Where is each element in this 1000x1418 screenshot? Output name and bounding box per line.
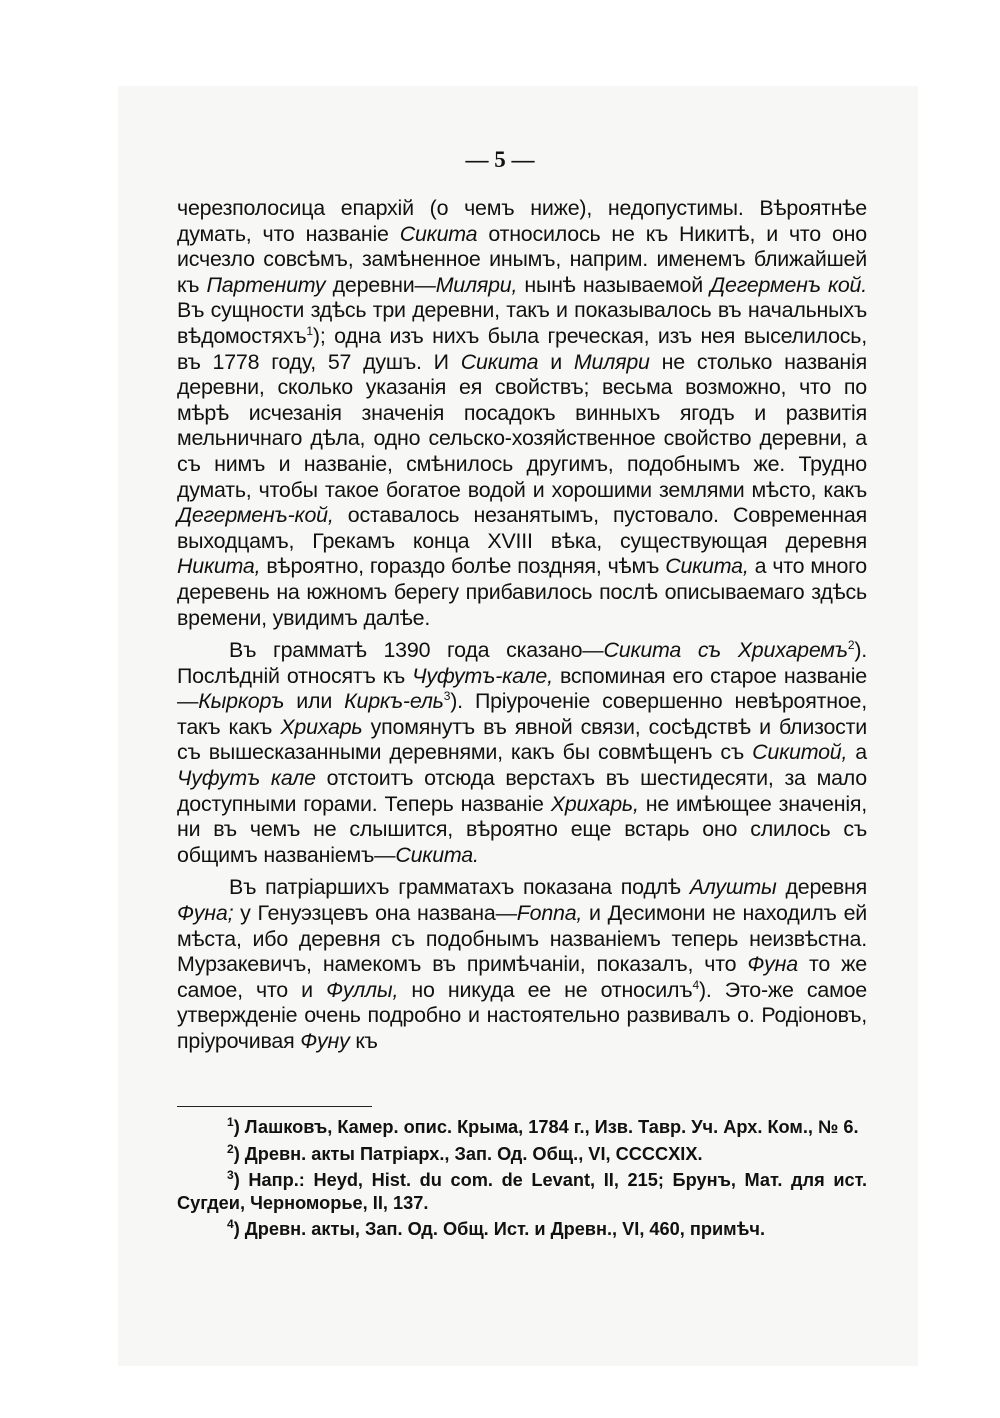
footnote-divider [177,1106,372,1107]
italic-term: Дегерменъ-кой, [177,503,334,528]
paragraph [177,196,867,631]
italic-term: Партениту [206,272,326,297]
paragraph [177,638,867,868]
italic-term: Сикита, [665,554,749,579]
italic-term: Миляри [573,349,650,374]
italic-term: Сикита [460,349,539,374]
text-run: черезполосица епархій (о чемъ ниже), недопустимы. Вѣроятнѣе думать, что названіе [177,196,867,246]
text-run: а [847,740,867,765]
footnote-mark: 4 [227,1217,234,1232]
text-run: деревни— [325,272,436,297]
text-run: отстоитъ отсюда верстахъ въ шестидесяти, за мало доступными горами. Теперь названіе [177,766,867,816]
footnote-ref: 1 [306,323,313,338]
text-run: упомянутъ въ явной связи, сосѣдствѣ и близости съ вышесказанными деревнями, какъ бы совмѣщенъ съ [177,714,867,765]
footnote-ref: 3 [443,689,451,704]
text-run: не столько названія деревни, сколько указанія ея свойствъ; весьма возможно, что по мѣрѣ исчезанія значенія посадокъ винныхъ ягодъ и развитія мельничнаго дѣла, одно сельско-хозяйственное свойство деревни, а съ нимъ и названіе, смѣнилось другимъ, подобнымъ же. Трудно думать, чтобы такое богатое водой и хорошими землями мѣсто, какъ [177,349,867,502]
footnote [177,1169,867,1214]
text-run: у Генуэзцевъ она названа— [233,901,517,926]
text-run: относилось не къ Никитѣ, и что оно исчезло совсѣмъ, замѣненное инымъ, наприм. именемъ ближайшей къ [177,221,867,297]
text-run: деревня [776,875,868,900]
italic-term: Никита, [177,554,261,579]
paragraph [177,875,867,1054]
text-run: Въ грамматѣ 1390 года сказано— [229,638,604,663]
footnote-text: ) Напр.: Heyd, Hist. du com. de Levant, II, 215; Брунъ, Мат. для ист. Сугдеи, Черноморье, II, 137. [177,1170,867,1213]
footnote-text: ) Лашковъ, Камер. опис. Крыма, 1784 г., Изв. Тавр. Уч. Арх. Ком., № 6. [233,1117,859,1137]
footnotes [177,1116,867,1245]
italic-term: Сикита съ Хрихаремъ [603,638,848,663]
italic-term: Хрихарь [280,714,363,739]
text-run: Въ патріаршихъ грамматахъ показана подлѣ [229,875,690,900]
text-run: нынѣ называемой [517,272,711,297]
italic-term: Хрихарь, [550,791,639,816]
footnote-mark: 2 [227,1141,234,1156]
text-run: ). Пріуроченіе совершенно невѣроятное, такъ какъ [177,689,867,739]
italic-term: Чуфутъ-кале, [412,663,553,688]
main-text [177,196,867,1062]
footnote [177,1143,867,1166]
italic-term: Fonna, [516,901,583,926]
italic-term: Миляри, [435,272,518,297]
page-number: — 5 — [465,147,535,172]
footnote-ref: 4 [692,977,699,992]
italic-term: Фуна [747,952,798,977]
italic-term: Чуфутъ кале [177,766,316,791]
text-run: къ [349,1029,378,1053]
text-run: вѣроятно, гораздо болѣе поздняя, чѣмъ [260,554,666,579]
text-run: Въ сущности здѣсь три деревни, такъ и показывалось въ начальныхъ вѣдомостяхъ [177,298,867,348]
footnote-ref: 2 [847,637,855,652]
italic-term: Алушты [689,875,777,900]
text-run: вспоминая его старое названіе— [177,663,867,714]
footnote-text: ) Древн. акты, Зап. Од. Общ. Ист. и Древн., VI, 460, примѣч. [233,1219,765,1240]
text-run: не имѣющее значенія, ни въ чемъ не слышится, вѣроятно еще встарь оно слилось съ общимъ названіемъ— [177,791,867,867]
text-run: а что много деревень на южномъ берегу прибавилось послѣ описываемаго здѣсь времени, увидимъ далѣе. [177,554,867,630]
footnote-text: ) Древн. акты Патріарх., Зап. Од. Общ., VI, CCCCXIX. [233,1143,703,1164]
italic-term: Фуна; [177,901,234,926]
italic-term: Дегерменъ кой. [710,272,867,297]
text-run: ). Послѣдній относятъ къ [177,638,868,688]
italic-term: Сикита. [395,842,479,867]
text-run: ). Это-же самое утвержденіе очень подробно и настоятельно развивалъ о. Родіоновъ, пріурочивая [177,977,868,1053]
text-run: оставалось незанятымъ, пустовало. Современная выходцамъ, Грекамъ конца XVIII вѣка, существующая деревня [177,503,867,553]
text-run: то же самое, что и [177,952,867,1002]
italic-term: Кыркоръ [198,689,285,714]
italic-term: Сикитой, [752,740,848,765]
text-run: и [538,349,574,374]
text-run: или [284,689,345,714]
footnote-mark: 1 [227,1114,234,1129]
text-run: но никуда ее не относилъ [398,977,693,1002]
italic-term: Киркъ-ель [344,689,444,714]
footnote [177,1218,867,1241]
italic-term: Фуну [300,1029,350,1053]
text-run: ); одна изъ нихъ была греческая, изъ нея выселилось, въ 1778 году, 57 душъ. И [177,323,867,374]
footnote-mark: 3 [227,1168,234,1183]
italic-term: Фуллы, [326,977,399,1002]
footnote [177,1116,867,1139]
italic-term: Сикита [399,221,478,246]
text-run: и Десимони не находилъ ей мѣста, ибо деревня съ подобнымъ названіемъ теперь неизвѣстна. Мурзакевичъ, намекомъ въ примѣчаніи, показалъ, что [177,901,868,977]
